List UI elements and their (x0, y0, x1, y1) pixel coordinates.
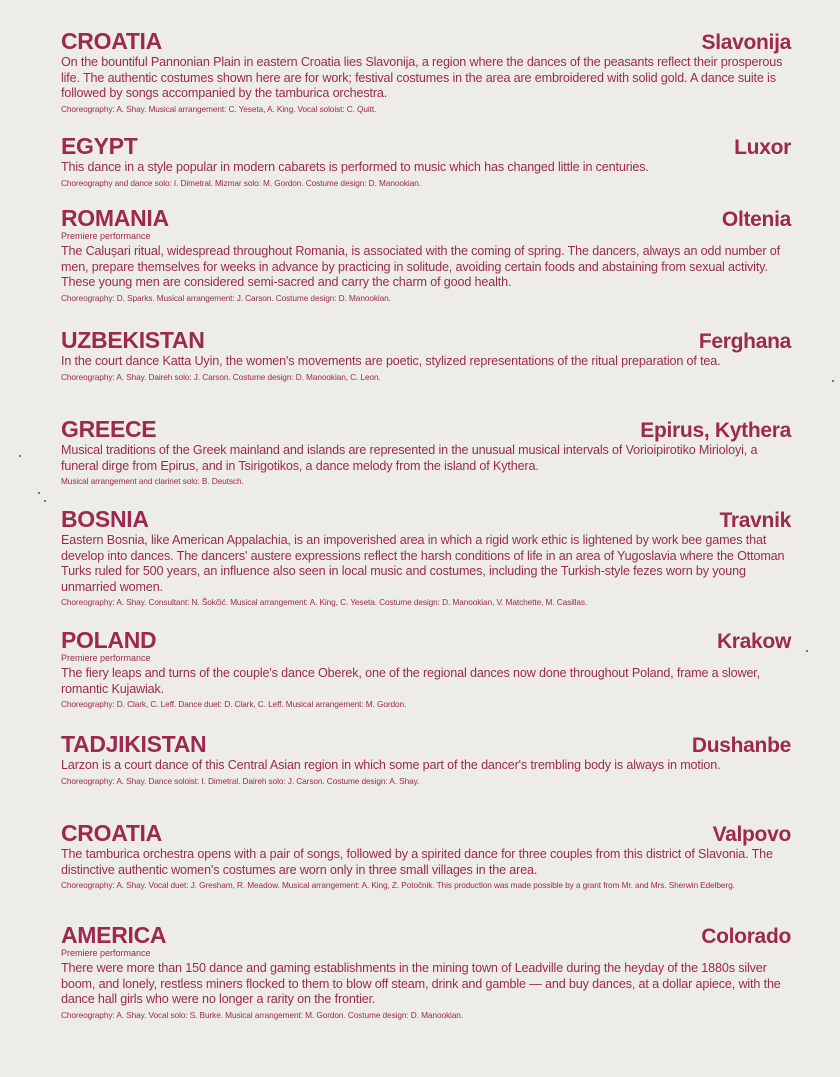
entry-greece-epirus-kythera (61, 415, 791, 486)
entry-heading (61, 27, 791, 55)
premiere-note: Premiere performance (61, 653, 151, 663)
country-title: AMERICA (61, 922, 167, 948)
premiere-note: Premiere performance (61, 948, 151, 958)
entry-tadjikistan-dushanbe (61, 730, 791, 786)
entry-croatia-valpovo (61, 819, 791, 890)
entry-heading (61, 204, 791, 232)
region-title: Luxor (734, 136, 791, 159)
entry-description: On the bountiful Pannonian Plain in eastern Croatia lies Slavonija, a region where the dances of the peasants reflect their prosperous life. The authentic costumes shown here are for work; festival costumes in the area are embroidered with solid gold. A dance suite is followed by songs accompanied by the tamburica orchestra. (61, 55, 783, 101)
country-title: CROATIA (61, 28, 162, 54)
region-title: Oltenia (721, 208, 791, 231)
paper-speck (806, 650, 808, 652)
entry-credits: Choreography: A. Shay. Musical arrangement: C. Yeseta, A. King. Vocal soloist: C. Quitt. (61, 103, 377, 114)
region-title: Dushanbe (691, 734, 791, 757)
entry-description: The tamburica orchestra opens with a pair of songs, followed by a spirited dance for three couples from this district of Slavonia. The distinctive authentic women's costumes are worn only in three small villages in the area. (61, 847, 773, 877)
entry-heading (61, 132, 791, 160)
entry-description: There were more than 150 dance and gaming establishments in the mining town of Leadville during the heyday of the 1880s silver boom, and lonely, restless miners flocked to them to blow off steam, drink and gamble — and buy dances, at a dollar apiece, with the dance hall girls who were no longer a rarity on the frontier. (61, 961, 781, 1007)
region-title: Epirus, Kythera (640, 419, 791, 442)
entry-description: The Calușari ritual, widespread throughout Romania, is associated with the coming of spring. The dancers, always an odd number of men, prepare themselves for weeks in advance by practicing in solitude, avoiding certain foods and abstaining from sexual activity. These young men are considered semi-sacred and carry the charm of good health. (61, 244, 780, 290)
paper-speck (44, 500, 46, 502)
entry-credits: Musical arrangement and clarinet solo: B. Deutsch. (61, 476, 244, 487)
entry-egypt-luxor (61, 132, 791, 188)
region-title: Slavonija (701, 31, 791, 54)
entry-heading (61, 326, 791, 354)
country-title: BOSNIA (61, 506, 149, 532)
entry-description: Musical traditions of the Greek mainland and islands are represented in the unusual musical intervals of Vorioipirotiko Mirioloyi, a funeral dirge from Epirus, and in Tsirigotikos, a dance melody from the island of Kythera. (61, 443, 758, 473)
country-title: TADJIKISTAN (61, 731, 207, 757)
entry-bosnia-travnik (61, 505, 791, 607)
entry-heading (61, 730, 791, 758)
entry-uzbekistan-ferghana (61, 326, 791, 382)
country-title: EGYPT (61, 133, 138, 159)
country-title: POLAND (61, 627, 157, 653)
entry-description: The fiery leaps and turns of the couple's dance Oberek, one of the regional dances now done throughout Poland, frame a slower, romantic Kujawiak. (61, 666, 761, 696)
entry-poland-krakow (61, 626, 791, 709)
country-title: CROATIA (61, 820, 162, 846)
entry-credits: Choreography: D. Clark, C. Leff. Dance duet: D. Clark, C. Leff. Musical arrangement: M. Gordon. (61, 699, 407, 710)
country-title: GREECE (61, 416, 157, 442)
entry-croatia-slavonija (61, 27, 791, 114)
entry-description: This dance in a style popular in modern cabarets is performed to music which has changed little in centuries. (61, 160, 649, 174)
entry-credits: Choreography: A. Shay. Dance soloist: I. Dimetral. Daireh solo: J. Carson. Costume design: A. Shay. (61, 775, 420, 786)
entry-romania-oltenia (61, 204, 791, 303)
entry-credits: Choreography: A. Shay. Vocal duet: J. Gresham, R. Meadow. Musical arrangement: A. King, Z. Potočnik. This production was made possible by a grant from Mr. and Mrs. Sherwin Edelberg. (61, 880, 735, 891)
entry-heading (61, 505, 791, 533)
entry-credits: Choreography: D. Sparks. Musical arrangement: J. Carson. Costume design: D. Manookian. (61, 292, 391, 303)
entry-credits: Choreography and dance solo: I. Dimetral. Mizmar solo: M. Gordon. Costume design: D. Manookian. (61, 177, 421, 188)
entry-description: Larzon is a court dance of this Central Asian region in which some part of the dancer's trembling body is always in motion. (61, 758, 721, 772)
entry-america-colorado (61, 921, 791, 1020)
entry-description: Eastern Bosnia, like American Appalachia, is an impoverished area in which a rigid work ethic is lightened by work bee games that develop into dances. The dancers' austere expressions reflect the harsh conditions of life in an area of Yugoslavia where the Ottoman Turks ruled for 500 years, an influence also seen in local music and costumes, including the Turkish-style fezes worn by young unmarried women. (61, 533, 785, 594)
region-title: Travnik (719, 509, 791, 532)
country-title: ROMANIA (61, 205, 169, 231)
paper-speck (38, 492, 40, 494)
region-title: Valpovo (712, 823, 791, 846)
entry-heading (61, 415, 791, 443)
entry-description: In the court dance Katta Uyin, the women's movements are poetic, stylized representations of the ritual preparation of tea. (61, 354, 721, 368)
region-title: Colorado (701, 925, 791, 948)
entry-heading (61, 921, 791, 949)
entry-credits: Choreography: A. Shay. Daireh solo: J. Carson. Costume design: D. Manookian, C. Leon. (61, 371, 381, 382)
entry-heading (61, 626, 791, 654)
entry-credits: Choreography: A. Shay. Vocal solo: S. Burke. Musical arrangement: M. Gordon. Costume design: D. Manookian. (61, 1009, 463, 1020)
country-title: UZBEKISTAN (61, 327, 205, 353)
region-title: Krakow (716, 630, 791, 653)
entry-heading (61, 819, 791, 847)
paper-speck (832, 380, 834, 382)
premiere-note: Premiere performance (61, 231, 151, 241)
entry-credits: Choreography: A. Shay. Consultant: N. Šokčić. Musical arrangement: A. King, C. Yeseta. Costume design: D. Manookian, V. Matchette, M. Casillas. (61, 597, 588, 608)
region-title: Ferghana (698, 330, 791, 353)
paper-speck (19, 455, 21, 457)
